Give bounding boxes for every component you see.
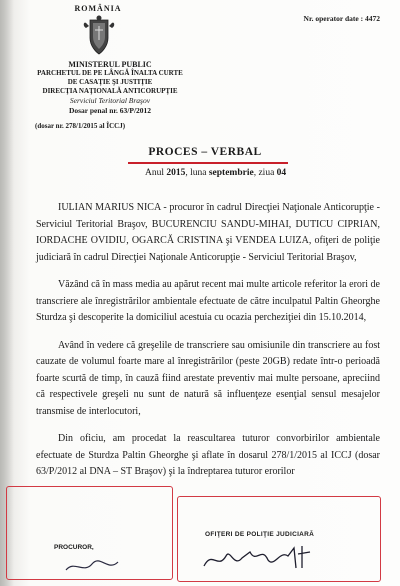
document-body [36,200,380,492]
ministry-line-5: Serviciul Teritorial Braşov [69,96,151,105]
paragraph-errors: Având în vedere că greşelile de transcriere sau omisiunile din transcriere au fost cauzate de volumul foarte mare al înregistrărilor (peste 20GB) redate într-o perioadă foarte scurtă de timp, în cauză fiind arestate preventiv mai multe persoane, apreciind că respectivele greşeli nu sunt de natură să influenţeze esenţial sensul mesajelor transmise de interlocutori, [36,339,380,417]
paragraph-review: Din oficiu, am procedat la reascultarea tuturor convorbirilor ambientale efectuate de Sturdza Paltin Gheorghe şi aflate în dosarul 278/1/2015 al ICCJ (dosar 63/P/2012 al DNA – ST Braşov) şi la îndreptarea tuturor erorilor [36,433,380,477]
day-prefix: , ziua [253,168,275,178]
paragraph-officers: IULIAN MARIUS NICA - procuror în cadrul Direcţiei Naţionale Anticorupţie - Serviciul Teritorial Braşov, BUCURENCIU SANDU-MIHAI, DUTICU CIPRIAN, IORDACHE OVIDIU, OGARCĂ CRISTINA şi VENDEA LUIZA, ofiţeri de poliţie judiciară în cadrul Direcţiei Naţionale Anticorupţie - Serviciul Teritorial Braşov, [36,202,380,263]
ministry-line-3: DE CASAŢIE ŞI JUSTIŢIE [67,78,153,86]
police-officers-stamp: OFIŢERI DE POLIŢIE JUDICIARĂ [205,531,315,538]
prosecutor-ink-mark [62,554,142,578]
document-title: PROCES – VERBAL [148,146,262,158]
ministry-block [35,60,185,116]
operator-number: Nr. operator date : 4472 [303,14,380,23]
ministry-line-1: MINISTERUL PUBLIC [68,60,152,69]
date-year: 2015 [166,168,186,178]
ministry-line-2: PARCHETUL DE PE LÂNGĂ ÎNALTA CURTE [37,69,183,77]
case-reference: (dosar nr. 278/1/2015 al ÎCCJ) [35,122,126,130]
paragraph-media: Văzând că în mass media au apărut recent mai multe articole referitor la erori de transcriere ale înregistrărilor ambientale efectuate de către inculpatul Paltin Gheorghe Sturdza şi descoperite la domiciliul acestuia cu ocazia percheziţiei din 15.10.2014, [36,279,380,323]
country-header: ROMÂNIA [74,4,122,13]
handwritten-signature [198,538,318,574]
date-day: 04 [276,168,287,178]
document-date [145,168,286,178]
date-prefix: Anul [145,168,164,178]
coat-of-arms-icon [82,14,116,58]
ministry-line-6: Dosar penal nr. 63/P/2012 [68,106,152,115]
prosecutor-label: PROCUROR, [54,544,94,551]
ministry-line-4: DIRECŢIA NAŢIONALĂ ANTICORUPŢIE [42,87,178,95]
month-prefix: , luna [185,168,207,178]
title-underline [128,162,288,164]
date-month: septembrie [208,168,254,178]
